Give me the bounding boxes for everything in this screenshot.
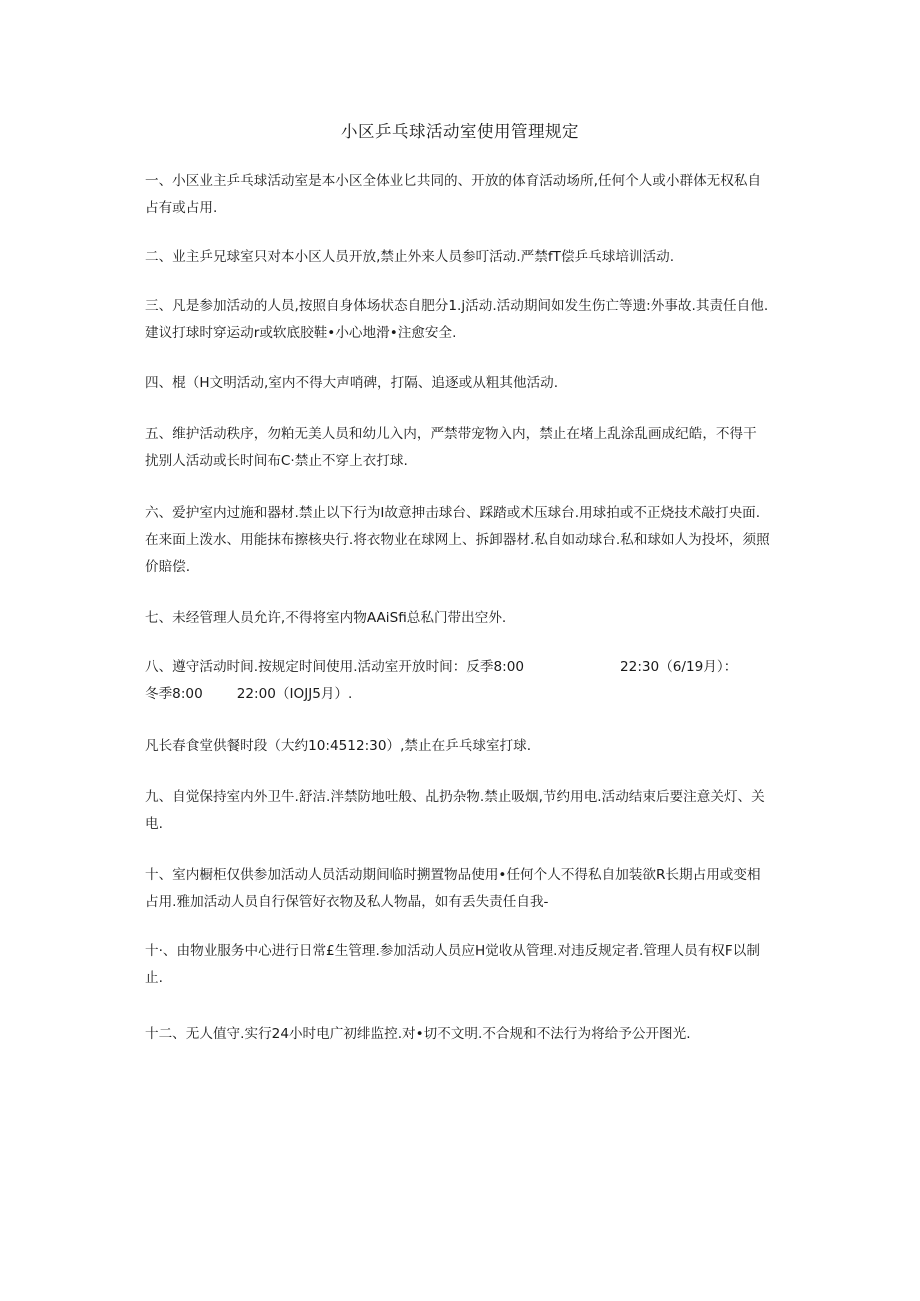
clause-12 [145, 1021, 785, 1048]
clause-3-line-1: 三、凡是参加活动的人员,按照自身体场状态自肥分1.j活动.活动期间如发生伤亡等遗:外事故.其责任自他. [145, 298, 769, 314]
clause-9-line-2: 电. [145, 816, 163, 832]
clause-10-line-2: 占用.雅加活动人员自行保管好衣物及私人物晶，如有丢失责任自我- [145, 894, 549, 910]
clause-8-open-summer: 八、遵守活动时间.按规定时间使用.活动室开放时间：反季8:00 [145, 659, 525, 675]
clause-8 [145, 654, 785, 708]
clause-8-open-winter: 冬季8:00 [145, 686, 203, 702]
clause-5-line-2: 扰别人活动或长时间布C·禁止不穿上衣打球. [145, 453, 408, 469]
clause-11 [145, 938, 785, 992]
clause-8-note [145, 733, 785, 760]
clause-8-note-line-1: 凡长春食堂供餐时段（大约10:4512:30）,禁止在乒乓球室打球. [145, 738, 532, 754]
clause-1-line-2: 占有或占用. [145, 200, 218, 216]
clause-6-line-2: 在来面上泼水、用能抹布擦核央行.将衣物业在球网上、拆卸器材.私自如动球台.私和球如人为投坏，须照 [145, 532, 770, 548]
clause-11-line-2: 止. [145, 970, 163, 986]
clause-8-close-summer: 22:30（6/19月）： [620, 659, 738, 675]
clause-6-line-3: 价賠偿. [145, 559, 191, 575]
clause-3-line-2: 建议打球时穿运动r或软底胶鞋•小心地滑•注愈安全. [145, 325, 457, 341]
clause-11-line-1: 十·、由物业服务中心进行日常£生管理.参加活动人员应H觉收从管理.对违反规定者.管理人员有权F以制 [145, 943, 760, 959]
clause-4 [145, 370, 785, 397]
clause-8-line-2 [145, 681, 785, 708]
clause-7-line-1: 七、未经管理人员允许,不得将室内物AAiSfi总私门带出空外. [145, 610, 507, 626]
clause-10 [145, 862, 785, 916]
clause-4-line-1: 四、棍（H文明活动,室内不得大声哨碑，打隔、追逐或从粗其他活动. [145, 375, 559, 391]
clause-10-line-1: 十、室内橱柜仅供参加活动人员活动期间临时搠置物品使用•任何个人不得私自加装欲R长期占用或变相 [145, 867, 761, 883]
clause-9-line-1: 九、自觉保持室内外卫牛.舒洁.泮禁防地吐般、乩扔杂物.禁止吸烟,节约用电.活动结束后要注意关灯、关 [145, 789, 765, 805]
clause-9 [145, 784, 785, 838]
clause-1 [145, 168, 785, 222]
clause-5-line-1: 五、维护活动秩序，勿粕无美人员和幼儿入内，严禁带宠物入内，禁止在堵上乱涂乱画成纪皓，不得干 [145, 426, 757, 442]
clause-6-line-1: 六、爱护室内过施和器材.禁止以下行为I故意抻击球台、踩踏或术压球台.用球拍或不正烧技术敲打央面. [145, 505, 761, 521]
clause-2-line-1: 二、业主乒兄球室只对本小区人员开放,禁止外来人员参叮活动.严禁fT偿乒乓球培训活动. [145, 249, 675, 265]
clause-7 [145, 605, 785, 632]
clause-8-line-1 [145, 654, 785, 681]
clause-12-line-1: 十二、无人值守.实行24小时电广初绯监控.对•切不文明.不合规和不法行为将给予公开图光. [145, 1026, 691, 1042]
clause-5 [145, 421, 785, 475]
page-title: 小区乒乓球活动室使用管理规定 [341, 122, 579, 141]
clause-1-line-1: 一、小区业主乒乓球活动室是本小区全体业匕共同的、开放的体育活动场所,任何个人或小群体无权私自 [145, 173, 762, 189]
clause-3 [145, 293, 785, 347]
clause-2 [145, 244, 785, 271]
clause-6 [145, 500, 785, 581]
clause-8-close-winter: 22:00（IOJJ5月）. [236, 686, 353, 702]
